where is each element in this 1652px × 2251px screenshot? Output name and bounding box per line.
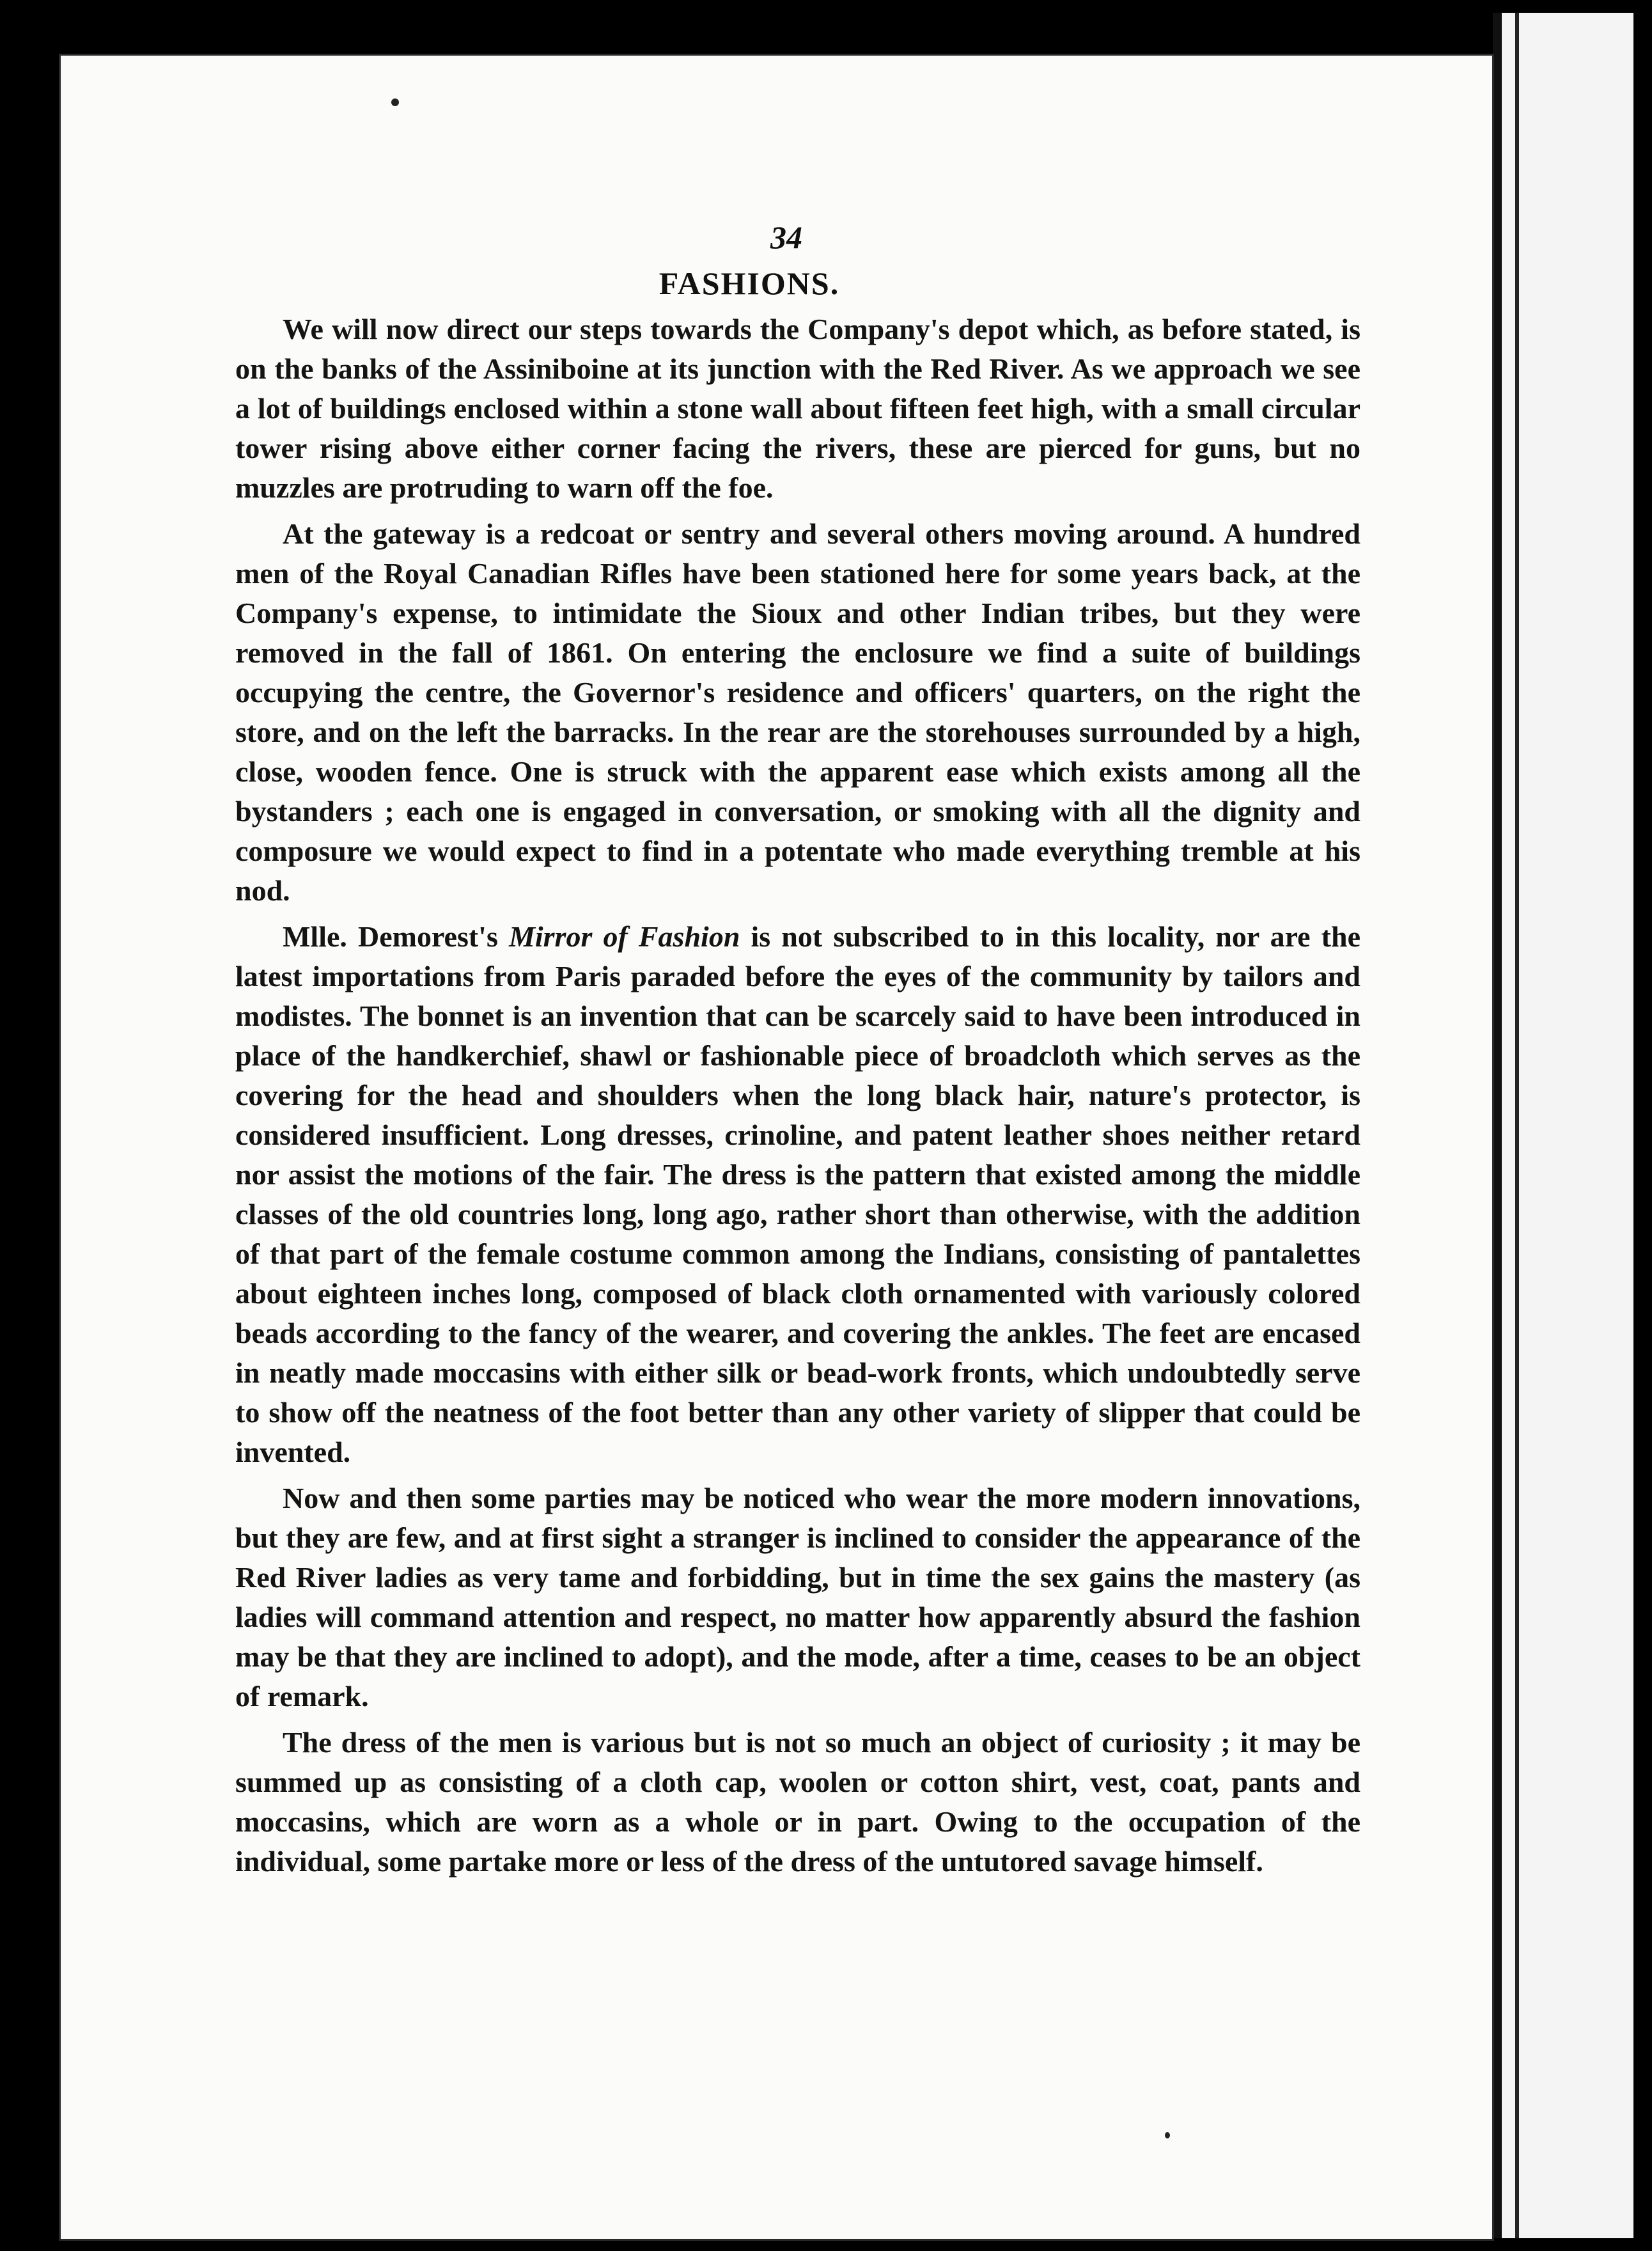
paragraph-fashion-rest: is not subscribed to in this locality, nor are the latest importations from Paris paraded before the eyes of the community by tailors and modistes. The bonnet is an invention that can be scarcely said to have been introduced in place of the handkerchief, shawl or fashionable piece of broadcloth which serves as the covering for the head and shoulders when the long black hair, nature's protector, is considered insufficient. Long dresses, crinoline, and patent leather shoes neither retard nor assist the motions of the fair. The dress is the pattern that existed among the middle classes of the old countries long, long ago, rather short than otherwise, with the addition of that part of the female costume common among the Indians, consisting of pantalettes about eighteen inches long, composed of black cloth ornamented with variously colored beads according to the fancy of the wearer, and covering the ankles. The feet are encased in neatly made moccasins with either silk or bead-work fronts, which undoubtedly serve to show off the neatness of the foot better than any other variety of slipper that could be invented.	[235, 920, 1361, 1468]
ink-speck	[1165, 2132, 1170, 2138]
paragraph-depot: We will now direct our steps towards the Company's depot which, as before stated, is on the banks of the Assiniboine at its junction with the Red River. As we approach we see a lot of buildings enclosed within a stone wall about fifteen feet high, with a small circular tower rising above either corner facing the rivers, these are pierced for guns, but no muzzles are protruding to warn off the foe.	[235, 313, 1360, 504]
facing-page-edge	[1499, 13, 1633, 2238]
page-number: 34	[770, 219, 802, 255]
book-page	[59, 54, 1494, 2241]
paragraph-gateway: At the gateway is a redcoat or sentry and several others moving around. A hundred men of the Royal Canadian Rifles have been stationed here for some years back, at the Company's expense, to intimidate the Sioux and other Indian tribes, but they were removed in the fall of 1861. On entering the enclosure we find a suite of buildings occupying the centre, the Governor's residence and officers' quarters, on the right the store, and on the left the barracks. In the rear are the storehouses surrounded by a high, close, wooden fence. One is struck with the apparent ease which exists among all the bystanders ; each one is engaged in conversation, or smoking with all the dignity and composure we would expect to find in a potentate who made everything tremble at his nod.	[235, 517, 1360, 907]
ink-speck	[391, 98, 399, 106]
page-gutter-shadow	[1493, 13, 1502, 2238]
publication-title: Mirror of Fashion	[508, 920, 740, 953]
paragraph-fashion	[235, 917, 1360, 1472]
paragraph-fashion-lead: Mlle. Demorest's	[283, 920, 509, 953]
paragraph-innovations: Now and then some parties may be noticed who wear the more modern innovations, but they are few, and at first sight a stranger is inclined to consider the appearance of the Red River ladies as very tame and forbidding, but in time the sex gains the mastery (as ladies will command attention and respect, no matter how apparently absurd the fashion may be that they are inclined to adopt), and the mode, after a time, ceases to be an object of remark.	[235, 1482, 1360, 1713]
paragraph-mens-dress: The dress of the men is various but is not so much an object of curiosity ; it may be summed up as consisting of a cloth cap, woolen or cotton shirt, vest, coat, pants and moccasins, which are worn as a whole or in part. Owing to the occupation of the individual, some partake more or less of the dress of the untutored savage himself.	[235, 1726, 1360, 1878]
body-text	[235, 310, 1360, 1888]
section-title: FASHIONS.	[658, 265, 840, 301]
facing-page-fold-line	[1515, 13, 1519, 2238]
page-content	[59, 54, 1494, 2241]
